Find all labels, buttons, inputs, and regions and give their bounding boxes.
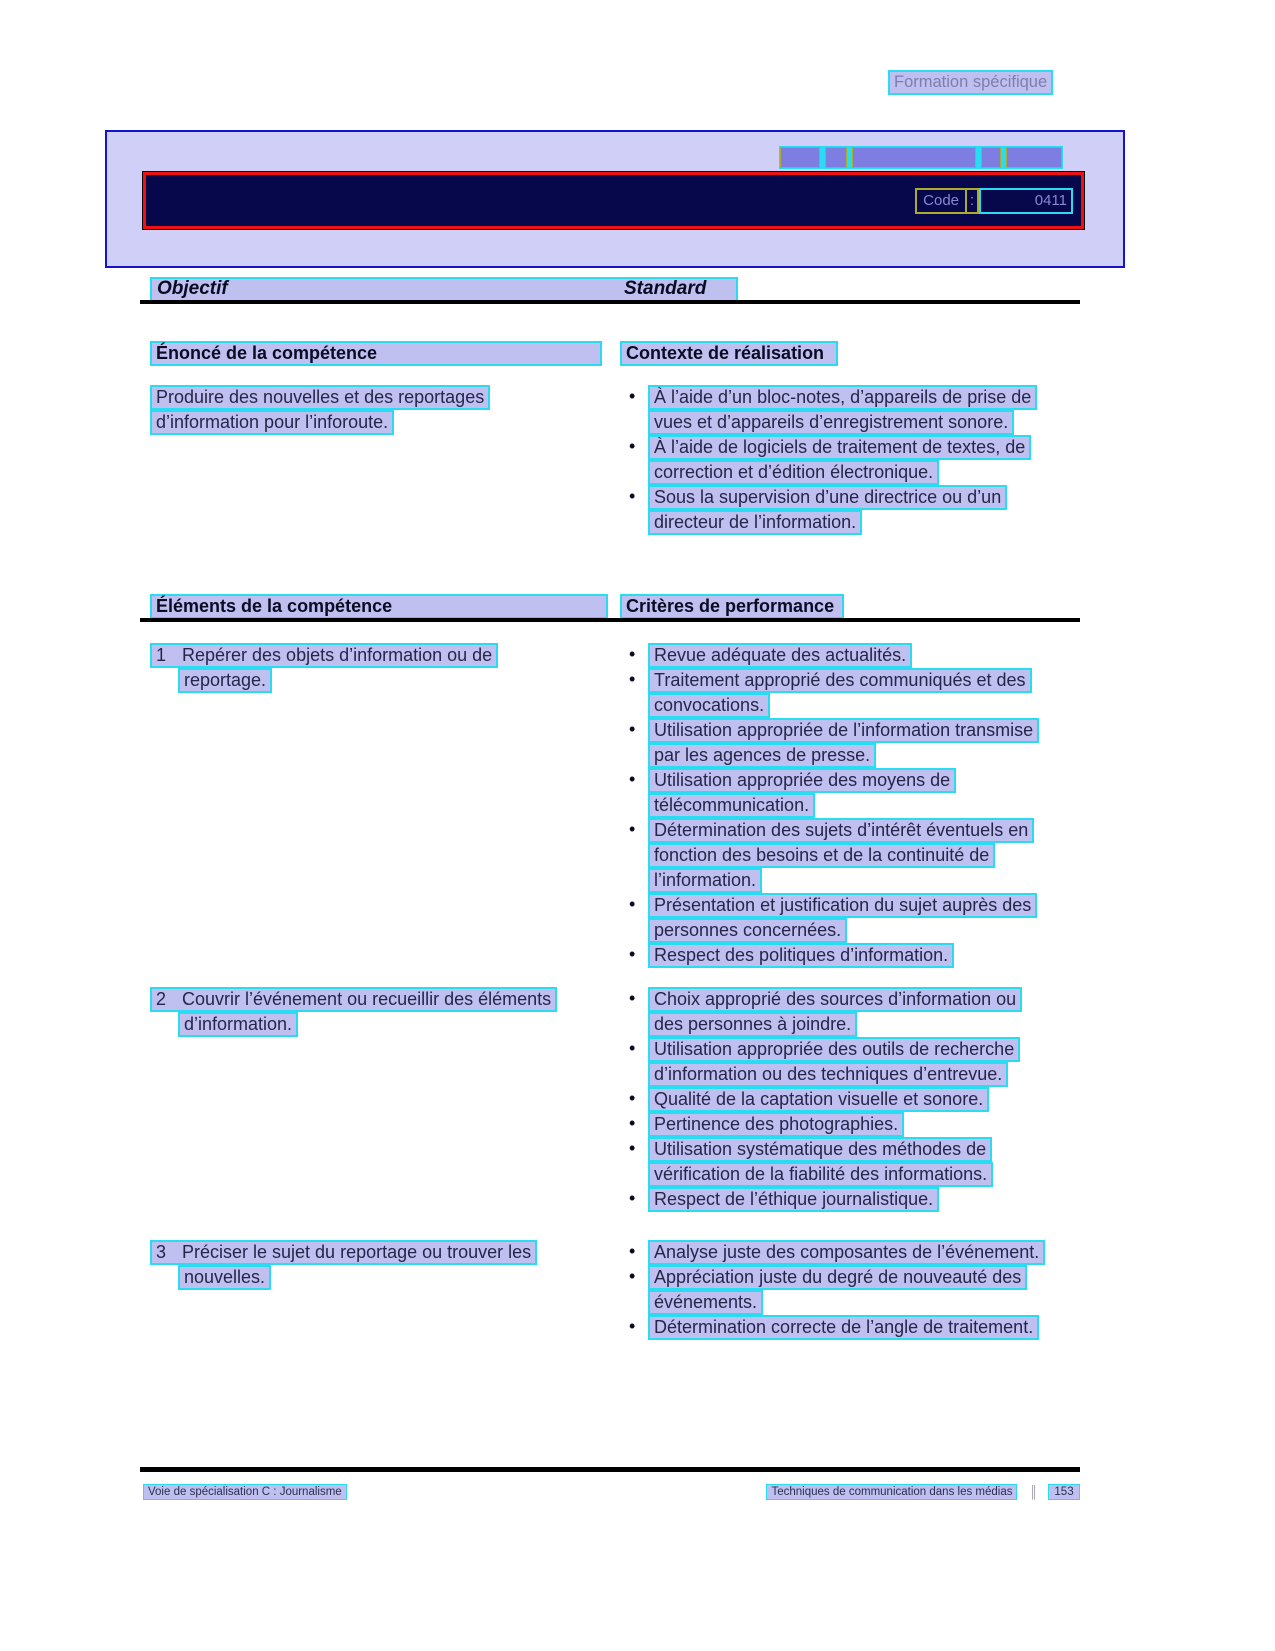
bullet-line <box>620 1187 1095 1212</box>
competence-title-bar <box>143 172 1084 229</box>
footer-page-number: 153 <box>1048 1484 1080 1500</box>
highlighted-text: Produire des nouvelles et des reportages <box>150 385 490 410</box>
redacted-text-block <box>825 147 847 168</box>
footer-right-group <box>766 1484 1080 1500</box>
highlighted-text: personnes concernées. <box>648 918 847 943</box>
highlighted-text: Utilisation appropriée de l’information transmise <box>648 718 1039 743</box>
bullet-icon: • <box>629 644 636 664</box>
bullet-icon: • <box>629 894 636 914</box>
section2-left-title: Éléments de la compétence <box>150 594 608 619</box>
objectif-heading: Objectif <box>157 278 228 299</box>
text-line <box>150 385 618 410</box>
footer-left-text: Voie de spécialisation C : Journalisme <box>143 1484 347 1500</box>
redacted-text-block <box>981 147 1001 168</box>
columns-header <box>150 277 738 302</box>
text-line <box>150 1265 618 1290</box>
code-separator: : <box>967 188 979 214</box>
redacted-text-block <box>852 147 976 168</box>
item-element-column <box>150 1240 618 1290</box>
bullet-line <box>620 385 1095 410</box>
highlighted-text: Détermination des sujets d’intérêt éventuels en <box>648 818 1034 843</box>
item-criteria-column <box>620 987 1095 1212</box>
bullet-line <box>620 435 1095 460</box>
bullet-icon: • <box>629 1088 636 1108</box>
context-bullet-list <box>620 385 1095 535</box>
highlighted-text: Analyse juste des composantes de l’événement. <box>648 1240 1045 1265</box>
highlighted-text: Utilisation appropriée des outils de recherche <box>648 1037 1020 1062</box>
highlighted-text: 3 Préciser le sujet du reportage ou trouver les <box>150 1240 537 1265</box>
text-line <box>150 1012 618 1037</box>
text-line <box>150 643 618 668</box>
horizontal-rule <box>140 300 1080 304</box>
highlighted-text: Qualité de la captation visuelle et sonore. <box>648 1087 989 1112</box>
section1-left-title-cell <box>150 341 618 366</box>
footer-rule <box>140 1467 1080 1472</box>
bullet-line <box>620 1265 1095 1290</box>
highlighted-text: l’information. <box>648 868 762 893</box>
highlighted-text: télécommunication. <box>648 793 815 818</box>
footer-separator-icon: ║ <box>1029 1485 1038 1499</box>
highlighted-text: Sous la supervision d’une directrice ou d’un <box>648 485 1007 510</box>
standard-heading: Standard <box>624 278 707 299</box>
section1-right-title-cell <box>620 341 1095 366</box>
bullet-line <box>620 1087 1095 1112</box>
bullet-line <box>620 668 1095 693</box>
bullet-line <box>620 693 1095 718</box>
bullet-icon: • <box>629 669 636 689</box>
highlighted-text: par les agences de presse. <box>648 743 876 768</box>
page-footer <box>143 1484 1080 1500</box>
bullet-icon: • <box>629 1113 636 1133</box>
highlighted-text: Revue adéquate des actualités. <box>648 643 912 668</box>
item-criteria-column <box>620 1240 1095 1340</box>
section2-right-title-cell <box>620 594 1095 619</box>
text-line <box>150 410 618 435</box>
bullet-icon: • <box>629 719 636 739</box>
code-label: Code <box>915 188 967 214</box>
bullet-icon: • <box>629 1188 636 1208</box>
page-header <box>888 70 1053 95</box>
bullet-line <box>620 643 1095 668</box>
bullet-icon: • <box>629 769 636 789</box>
highlighted-text: 1 Repérer des objets d’information ou de <box>150 643 498 668</box>
bullet-line <box>620 768 1095 793</box>
highlighted-text: nouvelles. <box>178 1265 271 1290</box>
highlighted-text: vérification de la fiabilité des informations. <box>648 1162 993 1187</box>
highlighted-text: Détermination correcte de l’angle de traitement. <box>648 1315 1039 1340</box>
highlighted-text: d’information. <box>178 1012 298 1037</box>
bullet-line <box>620 843 1095 868</box>
redacted-text-block <box>780 147 820 168</box>
bullet-icon: • <box>629 1266 636 1286</box>
highlighted-text: convocations. <box>648 693 770 718</box>
text-line <box>150 668 618 693</box>
section2-right-title: Critères de performance <box>620 594 844 619</box>
highlighted-text: directeur de l’information. <box>648 510 862 535</box>
item-number: 2 <box>156 989 167 1009</box>
bullet-line <box>620 460 1095 485</box>
bullet-line <box>620 1012 1095 1037</box>
bullet-icon: • <box>629 1038 636 1058</box>
highlighted-text: Pertinence des photographies. <box>648 1112 904 1137</box>
highlighted-text: Utilisation appropriée des moyens de <box>648 768 956 793</box>
bullet-line <box>620 987 1095 1012</box>
item-element-column <box>150 643 618 693</box>
section1-left-title: Énoncé de la compétence <box>150 341 602 366</box>
bullet-icon: • <box>629 486 636 506</box>
bullet-icon: • <box>629 436 636 456</box>
redacted-text-block <box>1006 147 1062 168</box>
text-line <box>150 1240 618 1265</box>
competence-statement <box>150 385 618 435</box>
highlighted-text: des personnes à joindre. <box>648 1012 857 1037</box>
highlighted-text: vues et d’appareils d’enregistrement sonore. <box>648 410 1014 435</box>
highlighted-text: événements. <box>648 1290 763 1315</box>
highlighted-text: Choix approprié des sources d’information ou <box>648 987 1022 1012</box>
bullet-line <box>620 1037 1095 1062</box>
bullet-line <box>620 1315 1095 1340</box>
bullet-line <box>620 893 1095 918</box>
bullet-line <box>620 1290 1095 1315</box>
bullet-line <box>620 510 1095 535</box>
bullet-line <box>620 1137 1095 1162</box>
bullet-line <box>620 818 1095 843</box>
highlighted-text: Appréciation juste du degré de nouveauté des <box>648 1265 1027 1290</box>
bullet-icon: • <box>629 1241 636 1261</box>
bullet-line <box>620 1162 1095 1187</box>
highlighted-text: fonction des besoins et de la continuité de <box>648 843 995 868</box>
highlighted-text: d’information ou des techniques d’entrevue. <box>648 1062 1008 1087</box>
bullet-line <box>620 718 1095 743</box>
bullet-line <box>620 485 1095 510</box>
highlighted-text: correction et d’édition électronique. <box>648 460 939 485</box>
redacted-text-row <box>779 146 1063 169</box>
code-value: 0411 <box>979 188 1073 214</box>
highlighted-text: 2 Couvrir l’événement ou recueillir des éléments <box>150 987 557 1012</box>
header-label-text: Formation spécifique <box>888 70 1053 95</box>
item-criteria-column <box>620 643 1095 968</box>
bullet-line <box>620 793 1095 818</box>
bullet-line <box>620 1240 1095 1265</box>
bullet-line <box>620 743 1095 768</box>
bullet-icon: • <box>629 819 636 839</box>
bullet-icon: • <box>629 944 636 964</box>
highlighted-text: Utilisation systématique des méthodes de <box>648 1137 992 1162</box>
bullet-line <box>620 918 1095 943</box>
item-number: 3 <box>156 1242 167 1262</box>
highlighted-text: d’information pour l’inforoute. <box>150 410 394 435</box>
code-group <box>915 188 1073 214</box>
bullet-icon: • <box>629 386 636 406</box>
horizontal-rule <box>140 618 1080 622</box>
highlighted-text: Présentation et justification du sujet auprès des <box>648 893 1037 918</box>
bullet-icon: • <box>629 988 636 1008</box>
footer-right-text: Techniques de communication dans les médias <box>766 1484 1017 1500</box>
highlighted-text: À l’aide d’un bloc-notes, d’appareils de prise de <box>648 385 1037 410</box>
section2-left-title-cell <box>150 594 618 619</box>
bullet-line <box>620 868 1095 893</box>
bullet-icon: • <box>629 1316 636 1336</box>
highlighted-text: Respect de l’éthique journalistique. <box>648 1187 939 1212</box>
bullet-line <box>620 943 1095 968</box>
highlighted-text: Traitement approprié des communiqués et des <box>648 668 1032 693</box>
item-element-column <box>150 987 618 1037</box>
bullet-line <box>620 1112 1095 1137</box>
item-number: 1 <box>156 645 167 665</box>
section1-right-title: Contexte de réalisation <box>620 341 838 366</box>
highlighted-text: Respect des politiques d’information. <box>648 943 954 968</box>
highlighted-text: reportage. <box>178 668 272 693</box>
bullet-icon: • <box>629 1138 636 1158</box>
bullet-line <box>620 410 1095 435</box>
text-line <box>150 987 618 1012</box>
highlighted-text: À l’aide de logiciels de traitement de textes, de <box>648 435 1031 460</box>
bullet-line <box>620 1062 1095 1087</box>
